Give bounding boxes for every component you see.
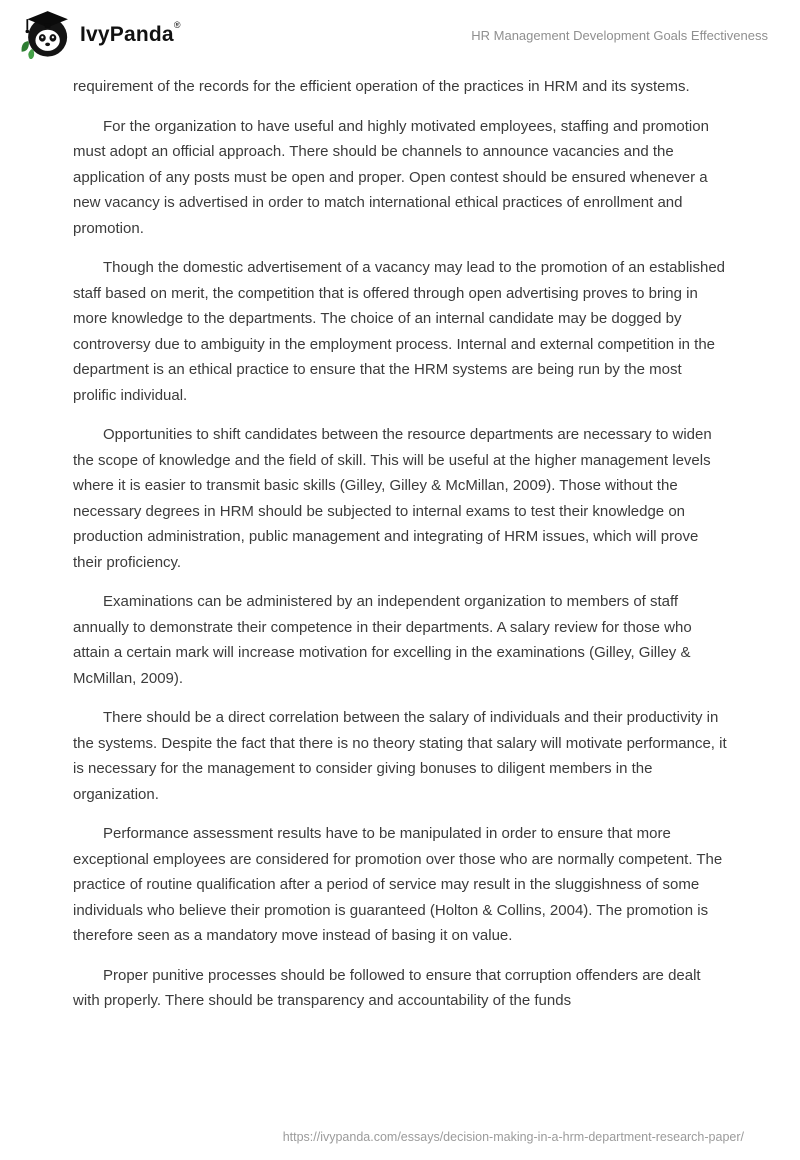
source-url: https://ivypanda.com/essays/decision-making-in-a-hrm-department-research-paper/ [282, 1130, 744, 1144]
paragraph: Performance assessment results have to be manipulated in order to ensure that more exceptional employees are considered for promotion over those who are normally competent. The practice of routine qualification after a period of service may result in the sluggishness of some individuals who believe their promotion is guaranteed (Holton & Collins, 2004). The promotion is therefore seen as a mandatory move instead of basing it on value. [73, 825, 723, 944]
paragraph: requirement of the records for the efficient operation of the practices in HRM and its systems. [73, 78, 690, 95]
paragraph: Though the domestic advertisement of a vacancy may lead to the promotion of an established staff based on merit, the competition that is offered through open advertising proves to bring in more knowledge to the departments. The choice of an internal candidate may be dogged by controversy due to ambiguity in the employment process. Internal and external competition in the department is an ethical practice to ensure that the HRM systems are being run by the most prolific individual. [73, 259, 726, 404]
document-title: HR Management Development Goals Effectiveness [471, 27, 768, 43]
ivypanda-logo-link[interactable] [20, 7, 180, 64]
brand-name [80, 19, 181, 47]
paragraph: There should be a direct correlation between the salary of individuals and their productivity in the systems. Despite the fact that there is no theory stating that salary will motivate performance, it is necessary for the management to consider giving bonuses to diligent members in the organization. [73, 709, 727, 803]
essay-body [73, 74, 728, 1028]
registered-mark: ® [173, 19, 181, 30]
page-header [0, 0, 800, 62]
paragraph: Proper punitive processes should be followed to ensure that corruption offenders are dealt with properly. There should be transparency and accountability of the funds [73, 966, 701, 1009]
brand-text: IvyPanda [80, 23, 174, 46]
ivypanda-panda-logo-icon [20, 7, 72, 64]
paragraph: For the organization to have useful and highly motivated employees, staffing and promotion must adopt an official approach. There should be channels to announce vacancies and the application of any posts must be open and proper. Open contest should be ensured whenever a new vacancy is advertised in order to match international ethical practices of enrollment and promotion. [73, 117, 709, 237]
paragraph: Examinations can be administered by an independent organization to members of staff annually to demonstrate their competence in their departments. A salary review for those who attain a certain mark will increase motivation for excelling in the examinations (Gilley, Gilley & McMillan, 2009). [73, 593, 692, 687]
paragraph: Opportunities to shift candidates between the resource departments are necessary to widen the scope of knowledge and the field of skill. This will be useful at the higher management levels where it is easier to transmit basic skills (Gilley, Gilley & McMillan, 2009). Those without the necessary degrees in HRM should be subjected to internal exams to test their knowledge on production administration, public management and integrating of HRM issues, which will prove their proficiency. [73, 426, 712, 571]
